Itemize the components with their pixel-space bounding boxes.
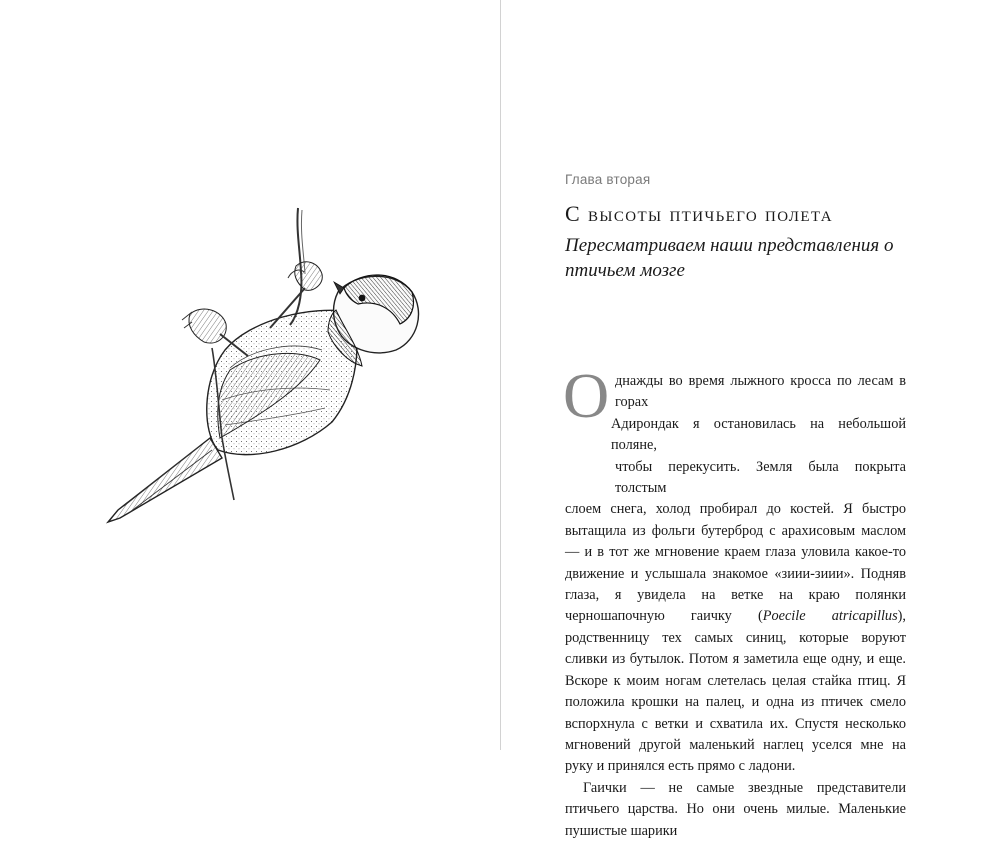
chapter-body	[565, 371, 906, 842]
paragraph-1-line-2: Адирондак я остановилась на небольшой поляне,	[611, 415, 906, 454]
drop-cap: О	[563, 360, 610, 431]
paragraph-1-line-1: днажды во время лыжного кросса по лесам в горах	[615, 373, 906, 411]
left-page	[0, 0, 500, 750]
right-page	[501, 0, 1000, 839]
latin-species-name: Poecile atricapillus	[762, 608, 898, 625]
bird-eye	[359, 295, 366, 302]
chapter-title: С высоты птичьего полета	[565, 201, 833, 226]
bird-tail	[108, 438, 222, 522]
chickadee-illustration	[100, 200, 440, 540]
chapter-label: Глава вторая	[565, 172, 651, 187]
paragraph-1-text-b: ), родственницу тех самых синиц, которые воруют сливки из бутылок. Потом я заметила еще одну, и еще. Вскоре к моим ногам слетелась целая стайка птиц. Я положила крошки на палец, и одна из птичек смело вспорхнула с ветки и схватила их. Спустя несколько мгновений другой маленький наглец уселся мне на руку и принялся есть прямо с ладони.	[565, 608, 906, 775]
paragraph-1	[565, 371, 906, 778]
bird-foot-upper	[295, 262, 323, 290]
paragraph-2: Гаички — не самые звездные представители птичьего царства. Но они очень милые. Маленькие пушистые шарики	[565, 779, 906, 839]
paragraph-1-text-a: слоем снега, холод пробирал до костей. Я быстро вытащила из фольги бутерброд с арахисовым маслом — и в тот же мгновение краем глаза уловила какое-то движение и услышала знакомое «зиии-зиии». Подняв глаза, я увидела на ветке на краю полянки черношапочную гаичку (	[565, 501, 906, 625]
paragraph-1-line-3: чтобы перекусить. Земля была покрыта толстым	[615, 458, 906, 497]
bird-foot-lower	[189, 309, 226, 343]
chapter-subtitle: Пересматриваем наши представления о птичьем мозге	[565, 235, 894, 281]
